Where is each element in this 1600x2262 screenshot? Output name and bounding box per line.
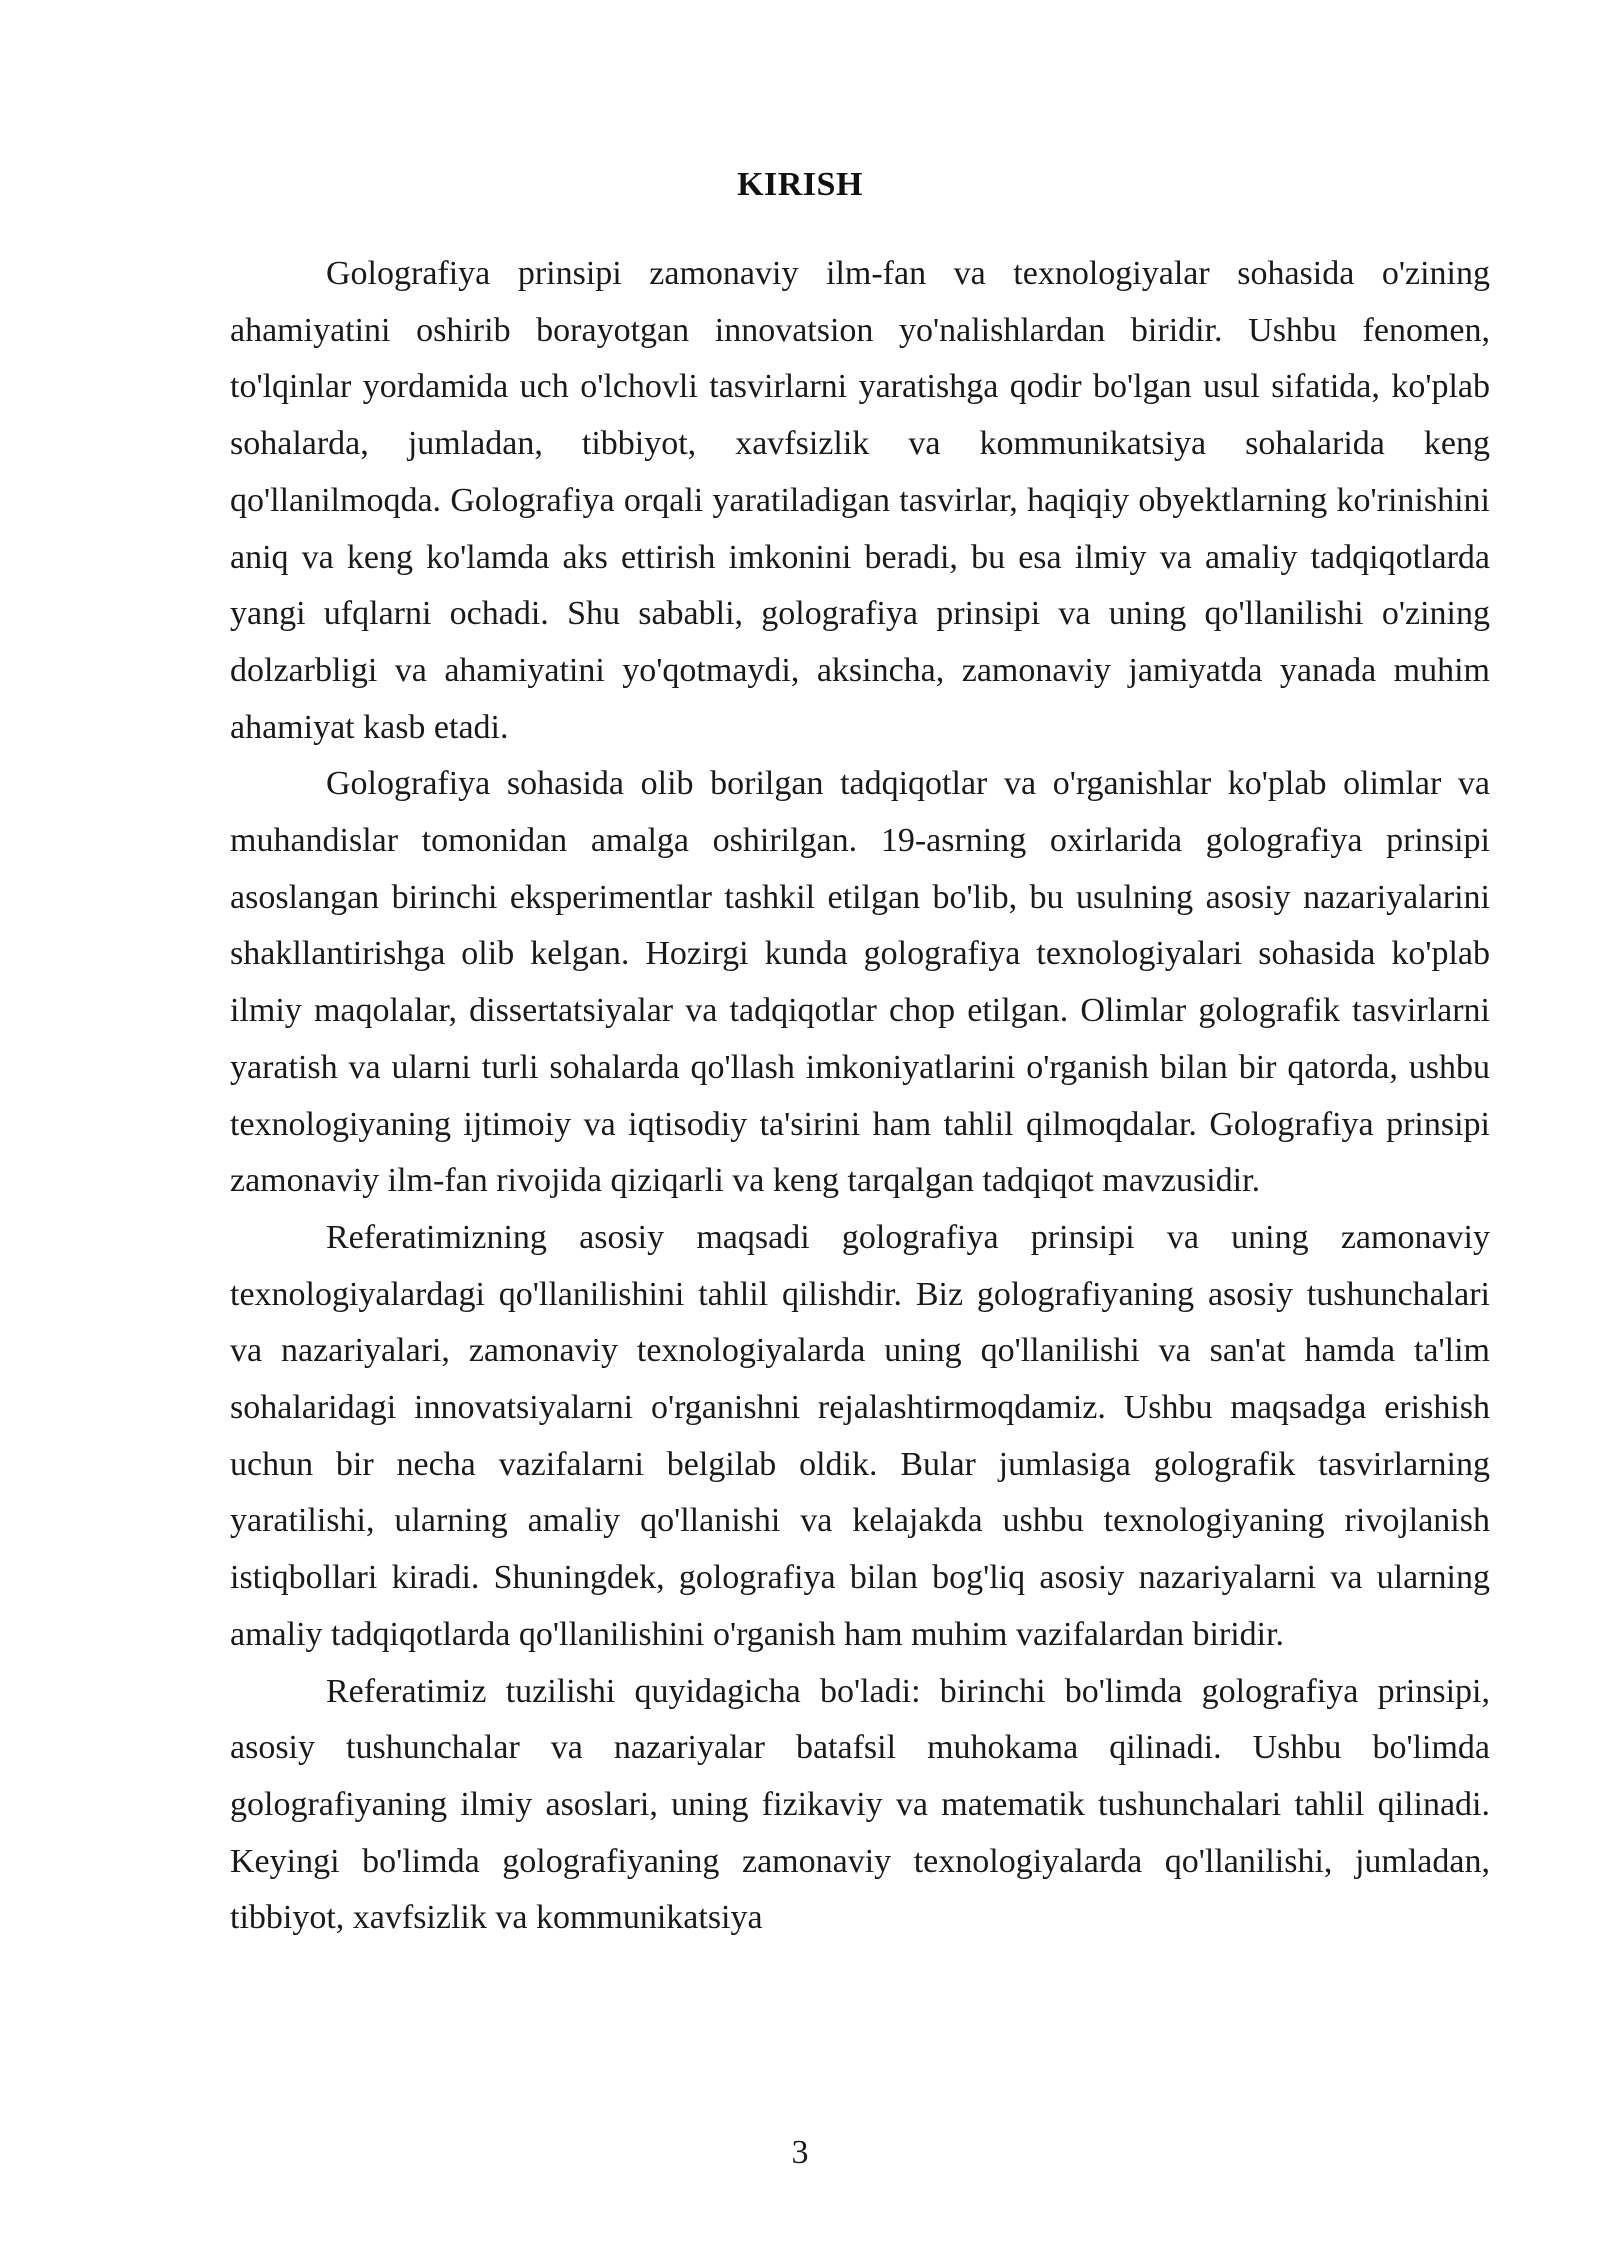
paragraph-structure: Referatimiz tuzilishi quyidagicha bo'ladi: birinchi bo'limda golografiya prinsipi, asosiy tushunchalar va nazariyalar batafsil muhokama qilinadi. Ushbu bo'limda golografiyaning ilmiy asoslari, uning fizikaviy va matematik tushunchalari tahlil qilinadi. Keyingi bo'limda golografiyaning zamonaviy texnologiyalarda qo'llanilishi, jumladan, tibbiyot, xavfsizlik va kommunikatsiya <box>230 1672 1490 1937</box>
page-number: 3 <box>791 2134 809 2171</box>
body-text <box>230 246 1490 1947</box>
paragraph-intro: Golografiya prinsipi zamonaviy ilm-fan va texnologiyalar sohasida o'zining ahamiyatini oshirib borayotgan innovatsion yo'nalishlardan biridir. Ushbu fenomen, to'lqinlar yordamida uch o'lchovli tasvirlarni yaratishga qodir bo'lgan usul sifatida, ko'plab sohalarda, jumladan, tibbiyot, xavfsizlik va kommunikatsiya sohalarida keng qo'llanilmoqda. Golografiya orqali yaratiladigan tasvirlar, haqiqiy obyektlarning ko'rinishini aniq va keng ko'lamda aks ettirish imkonini beradi, bu esa ilmiy va amaliy tadqiqotlarda yangi ufqlarni ochadi. Shu sababli, golografiya prinsipi va uning qo'llanilishi o'zining dolzarbligi va ahamiyatini yo'qotmaydi, aksincha, zamonaviy jamiyatda yanada muhim ahamiyat kasb etadi. <box>230 255 1490 746</box>
section-heading: KIRISH <box>737 166 863 203</box>
paragraph-research-history: Golografiya sohasida olib borilgan tadqiqotlar va o'rganishlar ko'plab olimlar va muhandislar tomonidan amalga oshirilgan. 19-asrning oxirlarida golografiya prinsipi asoslangan birinchi eksperimentlar tashkil etilgan bo'lib, bu usulning asosiy nazariyalarini shakllantirishga olib kelgan. Hozirgi kunda golografiya texnologiyalari sohasida ko'plab ilmiy maqolalar, dissertatsiyalar va tadqiqotlar chop etilgan. Olimlar golografik tasvirlarni yaratish va ularni turli sohalarda qo'llash imkoniyatlarini o'rganish bilan bir qatorda, ushbu texnologiyaning ijtimoiy va iqtisodiy ta'sirini ham tahlil qilmoqdalar. Golografiya prinsipi zamonaviy ilm-fan rivojida qiziqarli va keng tarqalgan tadqiqot mavzusidir. <box>230 765 1490 1200</box>
paragraph-goals: Referatimizning asosiy maqsadi golografiya prinsipi va uning zamonaviy texnologiyalardagi qo'llanilishini tahlil qilishdir. Biz golografiyaning asosiy tushunchalari va nazariyalari, zamonaviy texnologiyalarda uning qo'llanilishi va san'at hamda ta'lim sohalaridagi innovatsiyalarni o'rganishni rejalashtirmoqdamiz. Ushbu maqsadga erishish uchun bir necha vazifalarni belgilab oldik. Bular jumlasiga golografik tasvirlarning yaratilishi, ularning amaliy qo'llanishi va kelajakda ushbu texnologiyaning rivojlanish istiqbollari kiradi. Shuningdek, golografiya bilan bog'liq asosiy nazariyalarni va ularning amaliy tadqiqotlarda qo'llanilishini o'rganish ham muhim vazifalardan biridir. <box>230 1218 1490 1653</box>
